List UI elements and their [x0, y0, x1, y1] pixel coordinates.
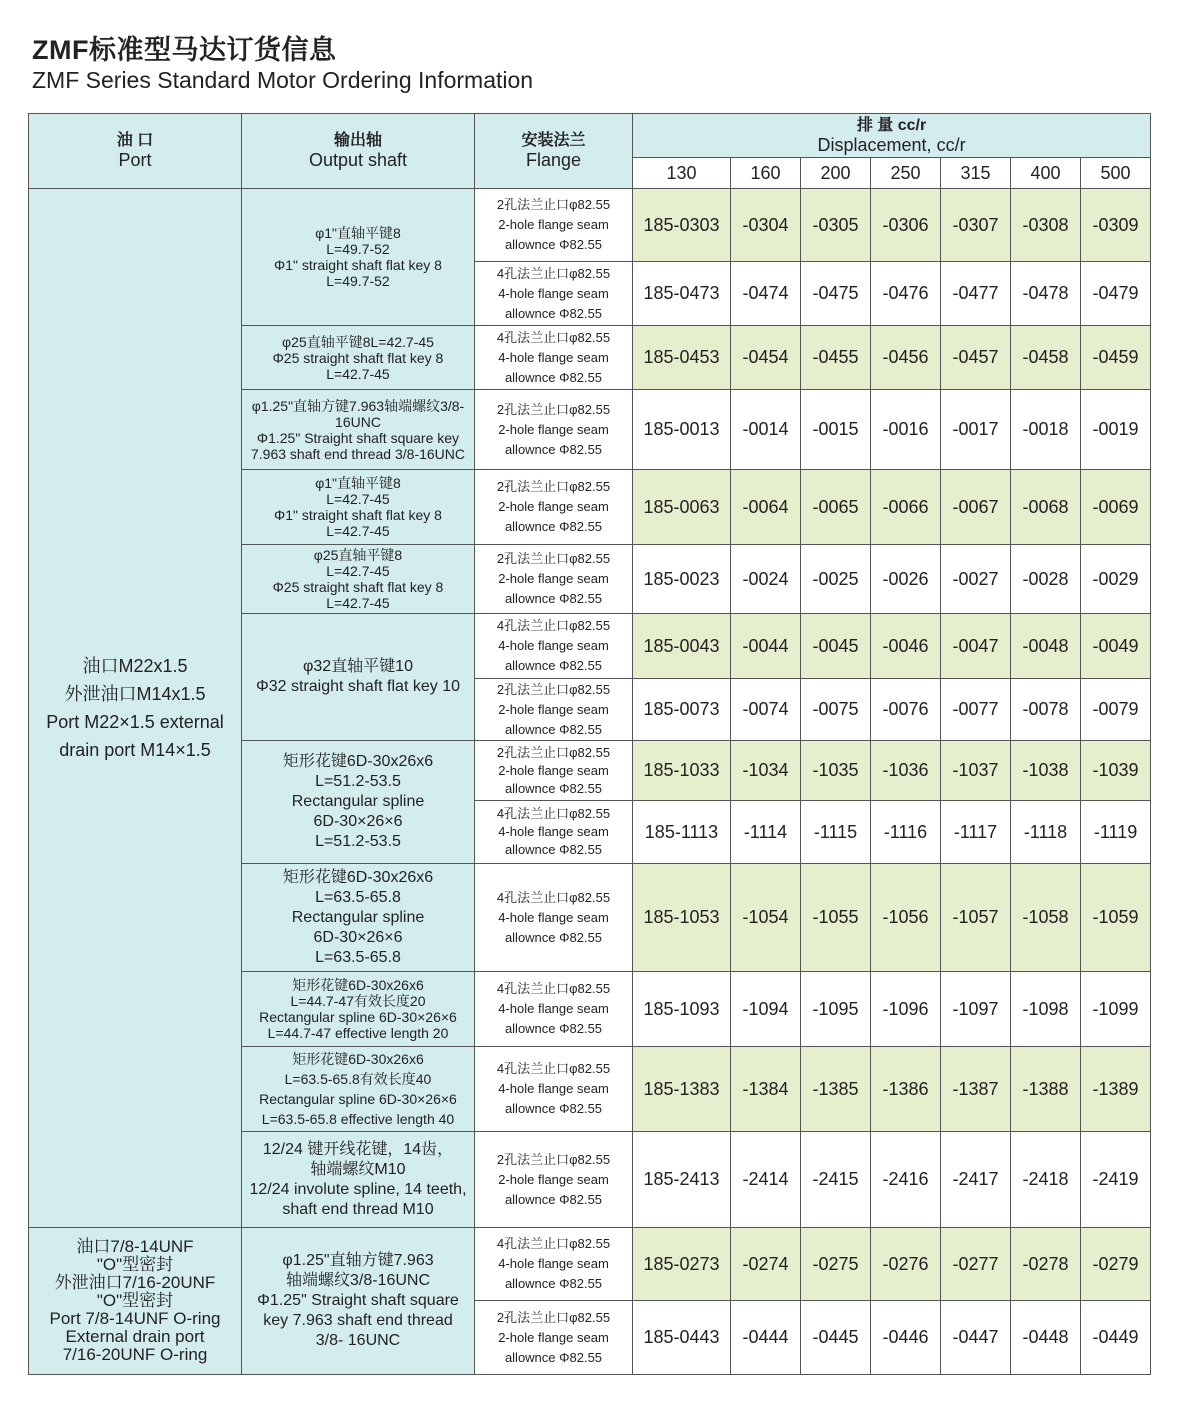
header-port-en: Port [118, 150, 152, 170]
code-cell: -1034 [731, 741, 801, 801]
code-cell: -1056 [871, 864, 941, 972]
code-cell: -0457 [941, 326, 1011, 390]
table-row [29, 1228, 1151, 1301]
code-cell: -0445 [801, 1301, 871, 1375]
code-cell: -1055 [801, 864, 871, 972]
flange-cell: 2孔法兰止口φ82.55 2-hole flange seam allownce Φ82.55 [475, 545, 633, 614]
code-cell: -0045 [801, 614, 871, 679]
code-cell: -0274 [731, 1228, 801, 1301]
code-cell: -0305 [801, 189, 871, 262]
code-cell: -0016 [871, 390, 941, 470]
code-cell: -0077 [941, 679, 1011, 741]
code-cell: -0068 [1011, 470, 1081, 545]
code-cell: -0075 [801, 679, 871, 741]
code-cell: -2416 [871, 1132, 941, 1228]
code-cell: -1117 [941, 801, 1011, 864]
shaft-cell: φ1"直轴平键8 L=49.7-52 Φ1" straight shaft flat key 8 L=49.7-52 [242, 189, 475, 326]
flange-cell: 4孔法兰止口φ82.55 4-hole flange seam allownce Φ82.55 [475, 326, 633, 390]
code-cell: -1054 [731, 864, 801, 972]
shaft-cell: 12/24 键开线花键，14齿， 轴端螺纹M10 12/24 involute spline, 14 teeth, shaft end thread M10 [242, 1132, 475, 1228]
shaft-cell: 矩形花键6D-30x26x6 L=51.2-53.5 Rectangular spline 6D-30×26×6 L=51.2-53.5 [242, 741, 475, 864]
code-cell: -1386 [871, 1047, 941, 1132]
code-cell: -0019 [1081, 390, 1151, 470]
shaft-cell: φ1.25"直轴方键7.963轴端螺纹3/8- 16UNC Φ1.25" Straight shaft square key 7.963 shaft end thread 3/8-16UNC [242, 390, 475, 470]
code-cell: -0448 [1011, 1301, 1081, 1375]
header-shaft [242, 114, 475, 189]
header-flange-cn: 安装法兰 [521, 132, 586, 149]
code-cell: -0018 [1011, 390, 1081, 470]
code-cell: -1389 [1081, 1047, 1151, 1132]
code-cell: -1059 [1081, 864, 1151, 972]
flange-cell: 2孔法兰止口φ82.55 2-hole flange seam allownce Φ82.55 [475, 679, 633, 741]
code-cell: 185-0073 [633, 679, 731, 741]
code-cell: 185-0043 [633, 614, 731, 679]
code-cell: -0046 [871, 614, 941, 679]
code-cell: 185-0473 [633, 262, 731, 326]
displacement-value: 250 [871, 158, 941, 189]
code-cell: -1099 [1081, 972, 1151, 1047]
code-cell: -0029 [1081, 545, 1151, 614]
code-cell: -1385 [801, 1047, 871, 1132]
code-cell: 185-0273 [633, 1228, 731, 1301]
code-cell: -1037 [941, 741, 1011, 801]
code-cell: 185-1053 [633, 864, 731, 972]
flange-cell: 4孔法兰止口φ82.55 4-hole flange seam allownce Φ82.55 [475, 614, 633, 679]
code-cell: -0307 [941, 189, 1011, 262]
header-displacement-en: Displacement, cc/r [817, 134, 966, 155]
header-displacement [633, 114, 1151, 158]
code-cell: -0078 [1011, 679, 1081, 741]
code-cell: -0279 [1081, 1228, 1151, 1301]
code-cell: -1387 [941, 1047, 1011, 1132]
code-cell: -0455 [801, 326, 871, 390]
code-cell: -1095 [801, 972, 871, 1047]
header-port-cn: 油 口 [116, 132, 154, 149]
flange-cell: 4孔法兰止口φ82.55 4-hole flange seam allownce Φ82.55 [475, 262, 633, 326]
code-cell: -0027 [941, 545, 1011, 614]
code-cell: -0447 [941, 1301, 1011, 1375]
code-cell: -0278 [1011, 1228, 1081, 1301]
flange-cell: 2孔法兰止口φ82.55 2-hole flange seam allownce Φ82.55 [475, 189, 633, 262]
code-cell: -1057 [941, 864, 1011, 972]
code-cell: 185-1093 [633, 972, 731, 1047]
code-cell: -0025 [801, 545, 871, 614]
code-cell: -0459 [1081, 326, 1151, 390]
code-cell: -0475 [801, 262, 871, 326]
header-flange-en: Flange [525, 150, 582, 170]
code-cell: 185-0453 [633, 326, 731, 390]
flange-cell: 2孔法兰止口φ82.55 2-hole flange seam allownce Φ82.55 [475, 1301, 633, 1375]
code-cell: -2415 [801, 1132, 871, 1228]
flange-cell: 4孔法兰止口φ82.55 4-hole flange seam allownce Φ82.55 [475, 801, 633, 864]
code-cell: -0306 [871, 189, 941, 262]
flange-cell: 2孔法兰止口φ82.55 2-hole flange seam allownce Φ82.55 [475, 1132, 633, 1228]
header-flange [475, 114, 633, 189]
code-cell: -2414 [731, 1132, 801, 1228]
code-cell: 185-1033 [633, 741, 731, 801]
code-cell: -1094 [731, 972, 801, 1047]
shaft-cell: 矩形花键6D-30x26x6 L=63.5-65.8有效长度40 Rectangular spline 6D-30×26×6 L=63.5-65.8 effective length 40 [242, 1047, 475, 1132]
shaft-cell: φ1.25"直轴方键7.963 轴端螺纹3/8-16UNC Φ1.25" Straight shaft square key 7.963 shaft end thread 3/8- 16UNC [242, 1228, 475, 1375]
flange-cell: 4孔法兰止口φ82.55 4-hole flange seam allownce Φ82.55 [475, 972, 633, 1047]
shaft-cell: φ25直轴平键8 L=42.7-45 Φ25 straight shaft flat key 8 L=42.7-45 [242, 545, 475, 614]
header-port [29, 114, 242, 189]
code-cell: -1116 [871, 801, 941, 864]
code-cell: -1058 [1011, 864, 1081, 972]
header-shaft-cn: 输出轴 [333, 132, 382, 149]
code-cell: 185-0023 [633, 545, 731, 614]
code-cell: -1118 [1011, 801, 1081, 864]
code-cell: -1096 [871, 972, 941, 1047]
code-cell: -0028 [1011, 545, 1081, 614]
code-cell: -1036 [871, 741, 941, 801]
code-cell: -0276 [871, 1228, 941, 1301]
code-cell: -0449 [1081, 1301, 1151, 1375]
code-cell: -0066 [871, 470, 941, 545]
code-cell: 185-0443 [633, 1301, 731, 1375]
shaft-cell: φ1"直轴平键8 L=42.7-45 Φ1" straight shaft flat key 8 L=42.7-45 [242, 470, 475, 545]
code-cell: -0069 [1081, 470, 1151, 545]
code-cell: -0074 [731, 679, 801, 741]
code-cell: -1035 [801, 741, 871, 801]
code-cell: -0064 [731, 470, 801, 545]
displacement-value: 160 [731, 158, 801, 189]
displacement-value: 200 [801, 158, 871, 189]
code-cell: 185-1383 [633, 1047, 731, 1132]
flange-cell: 4孔法兰止口φ82.55 4-hole flange seam allownce Φ82.55 [475, 1228, 633, 1301]
shaft-cell: φ32直轴平键10 Φ32 straight shaft flat key 10 [242, 614, 475, 741]
code-cell: -0477 [941, 262, 1011, 326]
code-cell: -0079 [1081, 679, 1151, 741]
code-cell: -0067 [941, 470, 1011, 545]
code-cell: -0446 [871, 1301, 941, 1375]
shaft-cell: φ25直轴平键8L=42.7-45 Φ25 straight shaft flat key 8 L=42.7-45 [242, 326, 475, 390]
code-cell: -0017 [941, 390, 1011, 470]
code-cell: -0049 [1081, 614, 1151, 679]
flange-cell: 2孔法兰止口φ82.55 2-hole flange seam allownce Φ82.55 [475, 741, 633, 801]
code-cell: -1115 [801, 801, 871, 864]
code-cell: -2418 [1011, 1132, 1081, 1228]
code-cell: 185-1113 [633, 801, 731, 864]
code-cell: -0304 [731, 189, 801, 262]
header-shaft-en: Output shaft [308, 150, 408, 170]
code-cell: -0458 [1011, 326, 1081, 390]
code-cell: -0044 [731, 614, 801, 679]
code-cell: -0047 [941, 614, 1011, 679]
code-cell: -2417 [941, 1132, 1011, 1228]
flange-cell: 4孔法兰止口φ82.55 4-hole flange seam allownce Φ82.55 [475, 1047, 633, 1132]
flange-cell: 4孔法兰止口φ82.55 4-hole flange seam allownce Φ82.55 [475, 864, 633, 972]
flange-cell: 2孔法兰止口φ82.55 2-hole flange seam allownce Φ82.55 [475, 390, 633, 470]
code-cell: -0024 [731, 545, 801, 614]
code-cell: 185-2413 [633, 1132, 731, 1228]
code-cell: -0308 [1011, 189, 1081, 262]
port-cell: 油口M22x1.5 外泄油口M14x1.5 Port M22×1.5 external drain port M14×1.5 [29, 189, 242, 1228]
shaft-cell: 矩形花键6D-30x26x6 L=63.5-65.8 Rectangular spline 6D-30×26×6 L=63.5-65.8 [242, 864, 475, 972]
displacement-value: 400 [1011, 158, 1081, 189]
code-cell: -0478 [1011, 262, 1081, 326]
code-cell: -1039 [1081, 741, 1151, 801]
code-cell: -1097 [941, 972, 1011, 1047]
table-row [29, 189, 1151, 262]
code-cell: 185-0013 [633, 390, 731, 470]
displacement-value: 500 [1081, 158, 1151, 189]
header-row [29, 114, 1151, 158]
code-cell: -0015 [801, 390, 871, 470]
code-cell: -0474 [731, 262, 801, 326]
code-cell: -0454 [731, 326, 801, 390]
code-cell: -2419 [1081, 1132, 1151, 1228]
header-displacement-cn: 排 量 cc/r [856, 116, 927, 134]
code-cell: -0479 [1081, 262, 1151, 326]
code-cell: -1114 [731, 801, 801, 864]
code-cell: -1388 [1011, 1047, 1081, 1132]
shaft-cell: 矩形花键6D-30x26x6 L=44.7-47有效长度20 Rectangular spline 6D-30×26×6 L=44.7-47 effective length 20 [242, 972, 475, 1047]
code-cell: -0048 [1011, 614, 1081, 679]
code-cell: 185-0063 [633, 470, 731, 545]
code-cell: -0277 [941, 1228, 1011, 1301]
code-cell: -0275 [801, 1228, 871, 1301]
code-cell: -0026 [871, 545, 941, 614]
code-cell: -0476 [871, 262, 941, 326]
code-cell: -1119 [1081, 801, 1151, 864]
displacement-value: 315 [941, 158, 1011, 189]
code-cell: 185-0303 [633, 189, 731, 262]
page-title-en: ZMF Series Standard Motor Ordering Information [32, 67, 534, 93]
code-cell: -1384 [731, 1047, 801, 1132]
code-cell: -0456 [871, 326, 941, 390]
flange-cell: 2孔法兰止口φ82.55 2-hole flange seam allownce Φ82.55 [475, 470, 633, 545]
code-cell: -0309 [1081, 189, 1151, 262]
code-cell: -1038 [1011, 741, 1081, 801]
ordering-table [28, 113, 1151, 1375]
displacement-value: 130 [633, 158, 731, 189]
code-cell: -0444 [731, 1301, 801, 1375]
code-cell: -0014 [731, 390, 801, 470]
page-title-cn: ZMF标准型马达订货信息 [32, 35, 337, 65]
code-cell: -0065 [801, 470, 871, 545]
code-cell: -1098 [1011, 972, 1081, 1047]
port-cell: 油口7/8-14UNF "O"型密封 外泄油口7/16-20UNF "O"型密封 Port 7/8-14UNF O-ring External drain port 7/16-20UNF O-ring [29, 1228, 242, 1375]
code-cell: -0076 [871, 679, 941, 741]
